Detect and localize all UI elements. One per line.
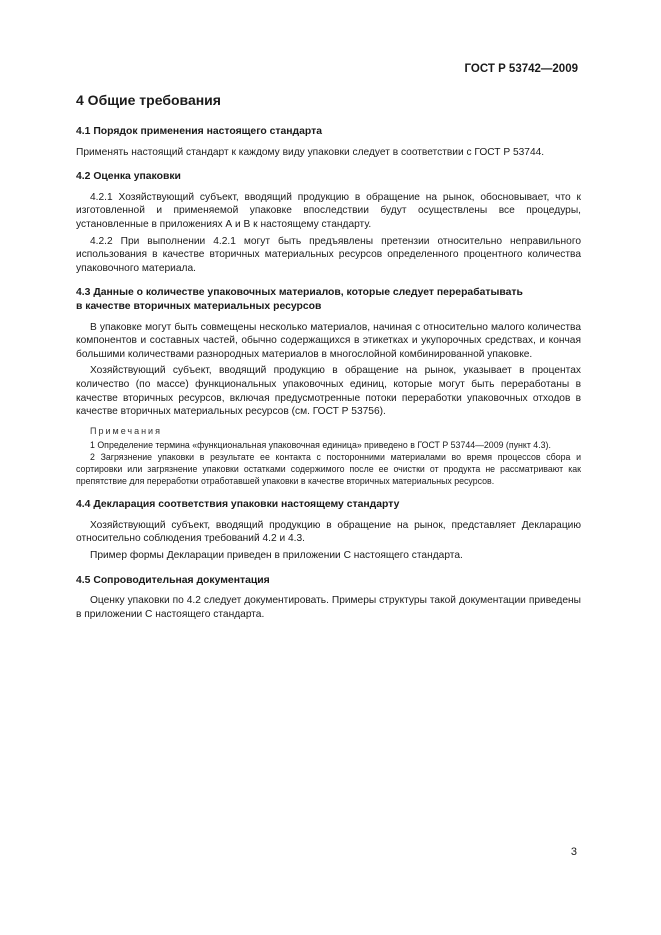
notes-title: Примечания	[90, 425, 162, 436]
section-title: 4 Общие требования	[76, 92, 221, 108]
paragraph-4-5-1: Оценку упаковки по 4.2 следует документировать. Примеры структуры такой документации приведены в приложении С настоящего стандарта.	[76, 595, 581, 620]
document-code: ГОСТ Р 53742—2009	[464, 63, 578, 75]
paragraph-4-4-1: Хозяйствующий субъект, вводящий продукцию в обращение на рынок, представляет Декларацию относительно соблюдения требований 4.2 и 4.3.	[76, 519, 581, 545]
subsection-4-3-heading-line1: 4.3 Данные о количестве упаковочных материалов, которые следует перерабатывать	[76, 287, 523, 299]
page-content	[76, 91, 581, 624]
subsection-4-1-heading: 4.1 Порядок применения настоящего стандарта	[76, 126, 322, 137]
subsection-4-5-heading: 4.5 Сопроводительная документация	[76, 574, 270, 586]
subsection-4-3-heading-line2: в качестве вторичных материальных ресурсов	[76, 300, 322, 312]
subsection-4-4-heading: 4.4 Декларация соответствия упаковки настоящему стандарту	[76, 499, 400, 511]
paragraph-4-3-1: В упаковке могут быть совмещены несколько материалов, начиная с относительно малого количества компонентов и составных частей, обычно содержащихся в этикетках и укупорочных средствах, и кончая большими количествами разнородных материалов в многослойной комбинированной упаковке.	[76, 321, 581, 360]
paragraph-4-3-2: Хозяйствующий субъект, вводящий продукцию в обращение на рынок, указывает в процентах количество (по массе) функциональных упаковочных единиц, которые могут быть переработаны в качестве вторичных ресурсов, включая предусмотренные потоки переработки упаковочных отходов в качестве вторичных материальных ресурсов (см. ГОСТ Р 53756).	[76, 365, 581, 418]
note-2: 2 Загрязнение упаковки в результате ее контакта с посторонними материалами во время процессов сбора и сортировки или загрязнение упаковки остатками содержимого после ее очистки от продукта не рассматривают как препятствие для переработки отработавшей упаковки в качестве вторичных материальных ресурсов.	[76, 452, 581, 487]
subsection-4-3-heading	[76, 286, 581, 313]
subsection-4-1-text: Применять настоящий стандарт к каждому виду упаковки следует в соответствии с ГОСТ Р 53744.	[76, 146, 545, 158]
page-number: 3	[570, 846, 577, 858]
subsection-4-2-heading: 4.2 Оценка упаковки	[76, 171, 181, 183]
paragraph-4-2-2: 4.2.2 При выполнении 4.2.1 могут быть предъявлены претензии относительно неправильного использования в качестве вторичных материальных ресурсов определенного процентного количества упаковочного материала.	[76, 235, 581, 274]
paragraph-4-2-1: 4.2.1 Хозяйствующий субъект, вводящий продукцию в обращение на рынок, обосновывает, что к изготовленной и применяемой упаковке впоследствии будут осуществлены все процедуры, установленные в приложениях А и В к настоящему стандарту.	[76, 191, 581, 230]
note-1: 1 Определение термина «функциональная упаковочная единица» приведено в ГОСТ Р 53744—2009 (пункт 4.3).	[90, 440, 551, 451]
paragraph-4-4-2: Пример формы Декларации приведен в приложении С настоящего стандарта.	[90, 550, 463, 562]
